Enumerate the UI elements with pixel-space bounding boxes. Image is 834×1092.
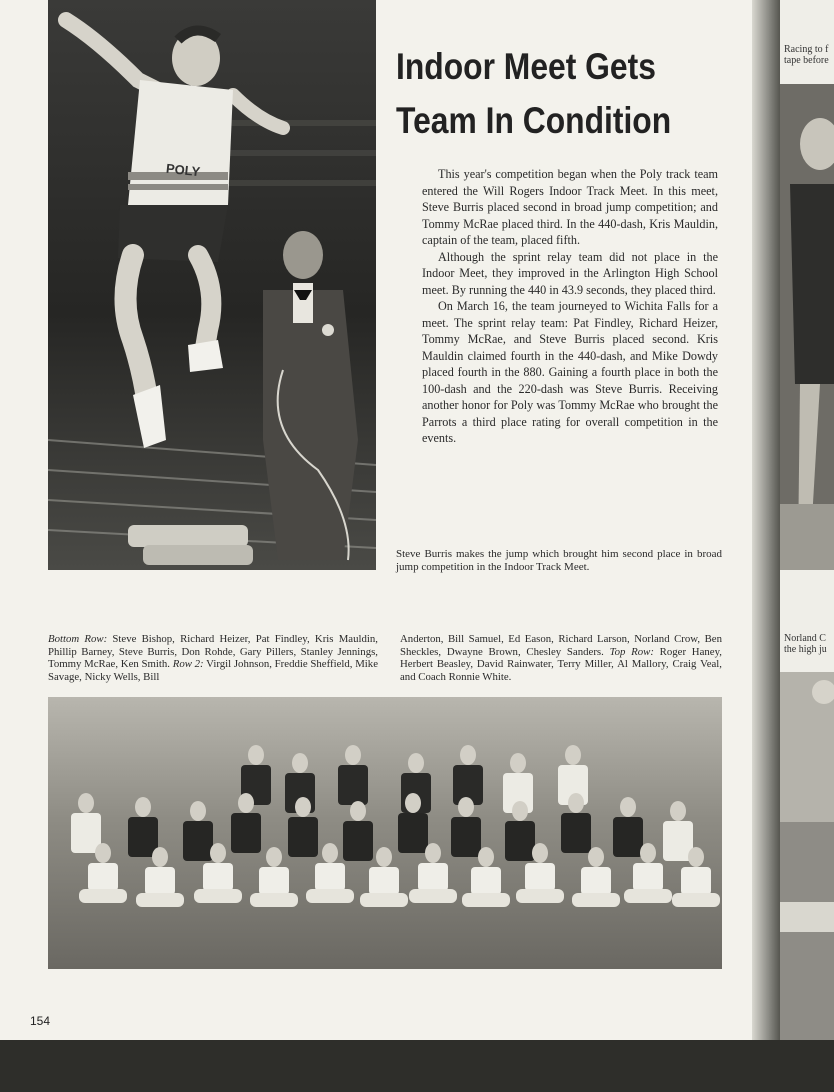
adjacent-caption-top-2: tape before bbox=[784, 55, 829, 66]
roster-left bbox=[48, 633, 378, 683]
page-number: 154 bbox=[30, 1014, 51, 1028]
photo-caption: Steve Burris makes the jump which brought him second place in broad jump competition in the Indoor Track Meet. bbox=[396, 548, 722, 573]
page-headline bbox=[396, 40, 688, 148]
roster-row2-names-cont: Anderton, Bill Samuel, Ed Eason, Richard Larson, Norland Crow, Ben Sheckles, Dwayne Brown, Chesley Sanders. bbox=[400, 633, 722, 658]
adjacent-caption-mid-1: Norland C bbox=[784, 633, 826, 644]
article-body bbox=[422, 166, 718, 447]
jersey-text: POLY bbox=[165, 160, 201, 180]
roster-right bbox=[400, 633, 722, 683]
roster-row2-label: Row 2: bbox=[172, 658, 204, 671]
adjacent-caption-mid-2: the high ju bbox=[784, 644, 827, 655]
roster-bottom-row-label: Bottom Row: bbox=[48, 633, 108, 645]
binding-gutter bbox=[752, 0, 780, 1040]
adjacent-page bbox=[780, 0, 834, 1040]
scan-bottom-edge bbox=[0, 1040, 834, 1092]
roster-top-row-names: Roger Haney, Herbert Beasley, David Rainwater, Terry Miller, Al Mallory, Craig Veal, and Coach Ronnie White. bbox=[400, 645, 722, 683]
article-paragraph-2: Although the sprint relay team did not place in the Indoor Meet, they improved in the Arlington High School meet. By running the 440 in 43.9 seconds, they placed third. bbox=[422, 249, 718, 297]
article-paragraph-3: On March 16, the team journeyed to Wichita Falls for a meet. The sprint relay team: Pat Findley, Richard Heizer, Tommy McRae, and Steve Burris placed second. Kris Mauldin claimed fourth in the 440-dash, and Mike Dowdy placed fourth in the 880. Gaining a fourth place in both the 100-dash and the 220-dash was Steve Burris. Receiving another honor for Poly was Tommy McRae who brought the Parrots a third place rating for overall competition in the events. bbox=[422, 299, 718, 445]
headline-line-2: Team In Condition bbox=[396, 100, 672, 141]
article-paragraph-1: This year's competition began when the Poly track team entered the Will Rogers Indoor Track Meet. In this meet, Steve Burris placed second in broad jump competition; and Tommy McRae placed third. In the 440-dash, Kris Mauldin, captain of the team, placed fifth. bbox=[422, 167, 718, 247]
adjacent-runner-photo bbox=[780, 84, 834, 570]
headline-line-1: Indoor Meet Gets bbox=[396, 46, 656, 87]
team-photo bbox=[48, 697, 722, 969]
adjacent-caption-top-1: Racing to f bbox=[784, 44, 829, 55]
roster-top-row-label: Top Row: bbox=[609, 645, 654, 658]
roster-bottom-row-names: Steve Bishop, Richard Heizer, Pat Findley, Kris Mauldin, Phillip Barney, Steve Burris, Don Rohde, Gary Pillers, Stanley Jennings, Tommy McRae, Ken Smith. bbox=[48, 633, 378, 671]
broad-jump-photo bbox=[48, 0, 376, 570]
adjacent-highjump-photo bbox=[780, 672, 834, 1040]
roster-row2-names: Virgil Johnson, Freddie Sheffield, Mike Savage, Nicky Wells, Bill bbox=[48, 658, 378, 683]
